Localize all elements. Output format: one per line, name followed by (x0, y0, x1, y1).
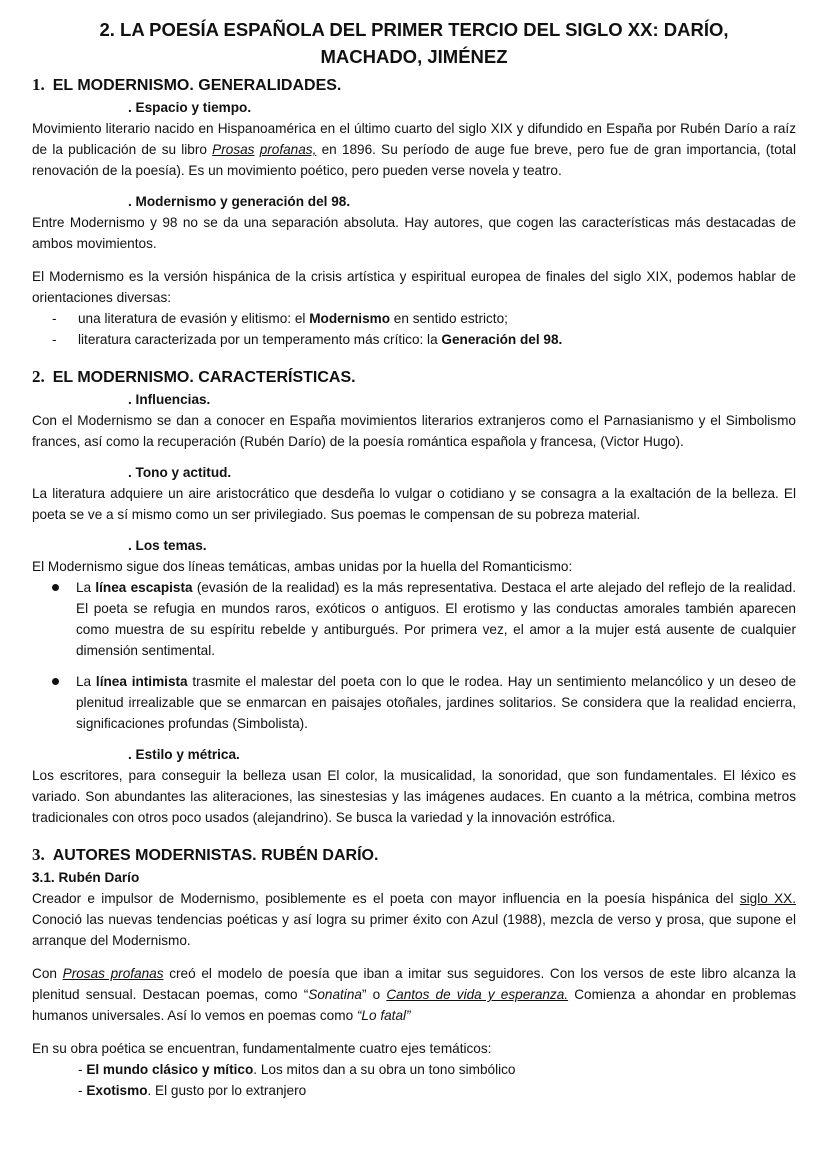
bold-term: Exotismo (86, 1083, 148, 1098)
paragraph (32, 118, 796, 181)
text-run: en sentido estricto; (390, 311, 508, 326)
paragraph: El Modernismo es la versión hispánica de la crisis artística y espiritual europea de finales del siglo XIX, podemos hablar de orientaciones diversas: (32, 269, 796, 305)
paragraph: Entre Modernismo y 98 no se da una separación absoluta. Hay autores, que cogen las características más destacadas de ambos movimientos. (32, 215, 796, 251)
paragraph: En su obra poética se encuentran, fundamentalmente cuatro ejes temáticos: (32, 1041, 492, 1056)
text-run: Con (32, 966, 63, 981)
text-run: trasmite el malestar del poeta con lo que le rodea. Hay un sentimiento melancólico y un deseo de plenitud irrealizable que se enmarcan en paisajes otoñales, jardines solitarios. Se considera que la realidad encierra, significaciones profundas (Simbolista). (76, 674, 797, 731)
bold-term: línea escapista (95, 580, 193, 595)
bold-term: línea intimista (95, 674, 188, 689)
text-run: . Los mitos dan a su obra un tono simbólico (253, 1062, 516, 1077)
text-run: Creador e impulsor de Modernismo, posiblemente es el poeta con mayor influencia en la poesía hispánica del (32, 891, 740, 906)
text-run: Conoció las nuevas tendencias poéticas y así logra su primer éxito con Azul (1988), mezcla de verso y prosa, que supone el arranque del Modernismo. (32, 912, 796, 948)
poem-title: Sonatina (308, 987, 362, 1002)
subheading-temas: . Los temas. (128, 538, 207, 553)
text-run: La (76, 674, 96, 689)
dash-list (32, 308, 796, 350)
text-run: una literatura de evasión y elitismo: el (78, 311, 310, 326)
text-run: literatura caracterizada por un temperamento más crítico: la (78, 332, 442, 347)
section-number: 3. (32, 845, 45, 864)
section-title: AUTORES MODERNISTAS. RUBÉN DARÍO. (52, 847, 379, 864)
bold-term: Modernismo (309, 311, 391, 326)
subheading-influencias: . Influencias. (128, 392, 211, 407)
text-run: (evasión de la realidad) es la más representativa. Destaca el arte alejado del reflejo de la realidad. El poeta se refugia en mundos raros, exóticos o antiguos. El erotismo y las conductas amorales también aparecen como muestra de su espíritu rebelde y antiburgués. Por primera vez, el amor a la mujer está ausente de cualquier dimensión sentimental. (76, 580, 796, 658)
list-item (50, 577, 796, 661)
book-title: Prosas profanas (62, 966, 164, 981)
text-run: Movimiento literario nacido en Hispanoamérica en el último cuarto del siglo XIX y difundido en España por Rubén Darío a raíz de la publicación de su libro (32, 121, 796, 157)
bold-term: Generación del 98. (441, 332, 563, 347)
list-item (52, 308, 796, 329)
subheading-espacio-tiempo: . Espacio y tiempo. (128, 100, 252, 115)
paragraph: Con el Modernismo se dan a conocer en España movimientos literarios extranjeros como el Parnasianismo y el Simbolismo frances, así como la recuperación (Rubén Darío) de la poesía romántica española y francesa, (Victor Hugo). (32, 413, 796, 449)
section-number: 1. (32, 75, 45, 94)
section-title: EL MODERNISMO. GENERALIDADES. (52, 77, 342, 94)
subheading-tono-actitud: . Tono y actitud. (128, 465, 232, 480)
list-item (78, 1059, 796, 1080)
bullet-list (32, 577, 796, 734)
paragraph: El Modernismo sigue dos líneas temáticas, ambas unidas por la huella del Romanticismo: (32, 559, 573, 574)
text-run: Comienza a ahondar en problemas humanos universales. Así lo vemos en poemas como (32, 987, 797, 1023)
text-run: ” o (361, 987, 387, 1002)
bold-term: El mundo clásico y mítico (86, 1062, 254, 1077)
section-number: 2. (32, 367, 45, 386)
list-item (50, 671, 796, 734)
subsection-label: 3.1. Rubén Darío (32, 870, 140, 885)
paragraph (32, 888, 796, 951)
book-title: Prosas (212, 142, 255, 157)
text-run: La (76, 580, 96, 595)
section-1-heading (32, 74, 796, 97)
subheading-modernismo-98: . Modernismo y generación del 98. (128, 194, 351, 209)
section-title: EL MODERNISMO. CARACTERÍSTICAS. (52, 369, 356, 386)
text-run: . El gusto por lo extranjero (147, 1083, 307, 1098)
paragraph: La literatura adquiere un aire aristocrático que desdeña lo vulgar o cotidiano y se consagra a la exaltación de la belleza. El poeta se ve a sí mismo como un ser privilegiado. Sus poemas le compensan de su pobreza material. (32, 486, 796, 522)
section-2-heading (32, 366, 796, 389)
paragraph (32, 963, 796, 1026)
text-run: en 1896. Su período de auge fue breve, pero fue de gran importancia, (total renovación de la poesía). Es un movimiento poético, pero pueden verse novela y teatro. (32, 142, 796, 178)
underlined-text: siglo XX. (739, 891, 796, 906)
axes-list (32, 1059, 796, 1101)
list-item (52, 329, 796, 350)
book-title: Cantos de vida y esperanza. (386, 987, 569, 1002)
section-3-heading (32, 844, 796, 867)
paragraph: Los escritores, para conseguir la belleza usan El color, la musicalidad, la sonoridad, que son fundamentales. El léxico es variado. Son abundantes las aliteraciones, las sinestesias y las imágenes audaces. En cuanto a la métrica, combina metros tradicionales con otros poco usados (alejandrino). Se busca la variedad y la innovación estrófica. (32, 768, 796, 825)
subheading-estilo-metrica: . Estilo y métrica. (128, 747, 240, 762)
document-title: 2. LA POESÍA ESPAÑOLA DEL PRIMER TERCIO DEL SIGLO XX: DARÍO, MACHADO, JIMÉNEZ (99, 19, 729, 67)
book-title: profanas, (259, 142, 317, 157)
text-run: creó el modelo de poesía que iban a imitar sus seguidores. Con los versos de este libro alcanza la plenitud sensual. Destacan poemas, como “ (32, 966, 796, 1002)
list-item (78, 1080, 796, 1101)
poem-title: “Lo fatal” (356, 1008, 411, 1023)
